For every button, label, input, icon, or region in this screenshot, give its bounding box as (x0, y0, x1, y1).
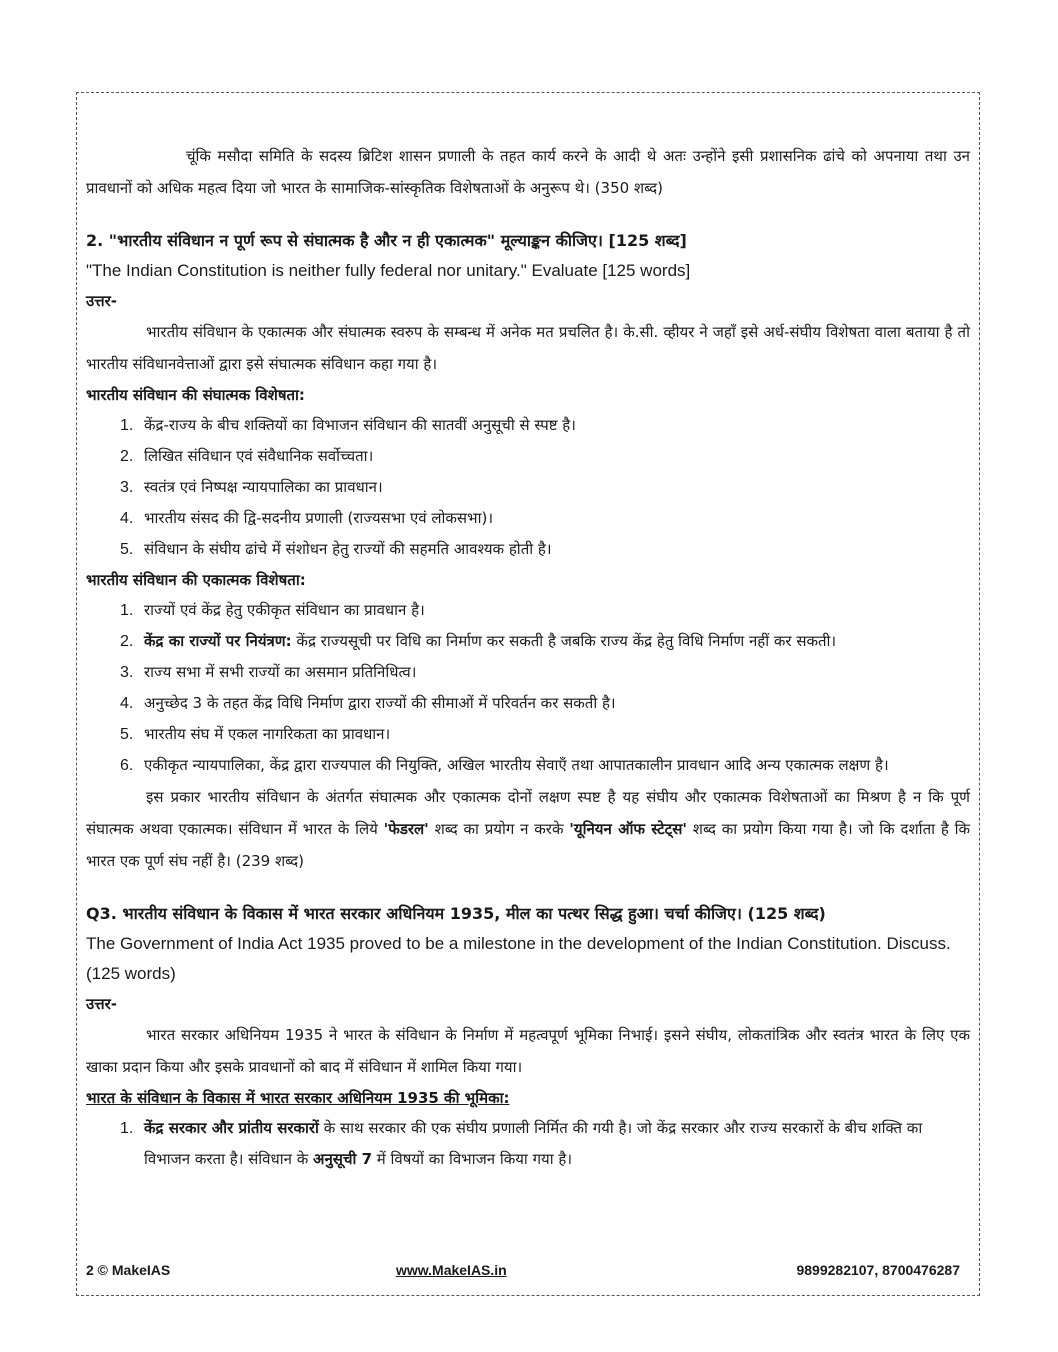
q3-intro: भारत सरकार अधिनियम 1935 ने भारत के संविधान के निर्माण में महत्वपूर्ण भूमिका निभाई। इसने संघीय, लोकतांत्रिक और स्वतंत्र भारत के लिए एक खाका प्रदान किया और इसके प्रावधानों को बाद में संविधान में शामिल किया गया। (86, 1026, 970, 1076)
list-item: 3. राज्य सभा में सभी राज्यों का असमान प्रतिनिधित्व। (120, 663, 417, 681)
document-body (86, 140, 970, 1175)
intro-paragraph: चूंकि मसौदा समिति के सदस्य ब्रिटिश शासन प्रणाली के तहत कार्य करने के आदी थे अतः उन्होंने इसी प्रशासनिक ढांचे को अपनाया तथा उन प्रावधानों को अधिक महत्व दिया जो भारत के सामाजिक-सांस्कृतिक विशेषताओं के अनुरूप थे। (350 शब्द) (86, 147, 970, 197)
q2-conclusion: इस प्रकार भारतीय संविधान के अंतर्गत संघात्मक और एकात्मक दोनों लक्षण स्पष्ट है यह संघीय और एकात्मक विशेषताओं का मिश्रण है न कि पूर्ण संघात्मक अथवा एकात्मक। संविधान में भारत के लिये 'फेडरल' शब्द का प्रयोग न करके 'यूनियन ऑफ स्टेट्स' शब्द का प्रयोग किया गया है। जो कि दर्शाता है कि भारत एक पूर्ण संघ नहीं है। (239 शब्द) (86, 788, 971, 870)
footer-website-link[interactable]: www.MakeIAS.in (396, 1262, 507, 1278)
q2-title-english: "The Indian Constitution is neither fully federal nor unitary." Evaluate [125 words] (86, 261, 691, 280)
q2-title-hindi: 2. "भारतीय संविधान न पूर्ण रूप से संघात्मक है और न ही एकात्मक" मूल्याङ्कन कीजिए। [125 शब्द] (86, 231, 687, 250)
q3-role-heading: भारत के संविधान के विकास में भारत सरकार अधिनियम 1935 की भूमिका: (86, 1089, 510, 1107)
list-item: 3. स्वतंत्र एवं निष्पक्ष न्यायपालिका का प्रावधान। (120, 478, 383, 496)
q2-unitary-list (86, 595, 970, 781)
q3-title-hindi: Q3. भारतीय संविधान के विकास में भारत सरकार अधिनियम 1935, मील का पत्थर सिद्ध हुआ। चर्चा कीजिए। (125 शब्द) (86, 904, 826, 923)
q3-title-english: The Government of India Act 1935 proved to be a milestone in the development of the Indian Constitution. Discuss. (125 words) (86, 934, 951, 983)
list-item: 5. भारतीय संघ में एकल नागरिकता का प्रावधान। (120, 725, 391, 743)
q2-answer-label: उत्तर- (86, 292, 117, 310)
list-item: 4. भारतीय संसद की द्वि-सदनीय प्रणाली (राज्यसभा एवं लोकसभा)। (120, 509, 494, 527)
q2-intro: भारतीय संविधान के एकात्मक और संघात्मक स्वरुप के सम्बन्ध में अनेक मत प्रचलित है। के.सी. व्हीयर ने जहाँ इसे अर्ध-संघीय विशेषता वाला बताया है तो भारतीय संविधानवेत्ताओं द्वारा इसे संघात्मक संविधान कहा गया है। (86, 323, 970, 373)
page-footer (86, 1262, 970, 1282)
list-item: 1. केंद्र सरकार और प्रांतीय सरकारों के साथ सरकार की एक संघीय प्रणाली निर्मित की गयी है। जो केंद्र सरकार और राज्य सरकारों के बीच शक्ति का विभाजन करता है। संविधान के अनुसूची 7 में विषयों का विभाजन किया गया है। (120, 1119, 923, 1168)
list-item: 2. केंद्र का राज्यों पर नियंत्रण: केंद्र राज्यसूची पर विधि का निर्माण कर सकती है जबकि राज्य केंद्र हेतु विधि निर्माण नहीं कर सकती। (120, 632, 837, 650)
list-item: 4. अनुच्छेद 3 के तहत केंद्र विधि निर्माण द्वारा राज्यों की सीमाओं में परिवर्तन कर सकती है। (120, 694, 616, 712)
q2-unitary-heading: भारतीय संविधान की एकात्मक विशेषता: (86, 571, 306, 589)
footer-phone-numbers: 9899282107, 8700476287 (796, 1262, 960, 1278)
list-item: 2. लिखित संविधान एवं संवैधानिक सर्वोच्चता। (120, 447, 374, 465)
footer-page-number: 2 © MakeIAS (86, 1262, 171, 1278)
list-item: 5. संविधान के संघीय ढांचे में संशोधन हेतु राज्यों की सहमति आवश्यक होती है। (120, 540, 552, 558)
q3-answer-label: उत्तर- (86, 995, 117, 1013)
list-item: 6. एकीकृत न्यायपालिका, केंद्र द्वारा राज्यपाल की नियुक्ति, अखिल भारतीय सेवाएँ तथा आपातकालीन प्रावधान आदि अन्य एकात्मक लक्षण है। (120, 756, 889, 774)
q3-role-list (86, 1113, 970, 1175)
list-item: 1. राज्यों एवं केंद्र हेतु एकीकृत संविधान का प्रावधान है। (120, 601, 425, 619)
q2-federal-heading: भारतीय संविधान की संघात्मक विशेषता: (86, 386, 305, 404)
list-item: 1. केंद्र-राज्य के बीच शक्तियों का विभाजन संविधान की सातवीं अनुसूची से स्पष्ट है। (120, 416, 576, 434)
q2-federal-list (86, 410, 970, 565)
